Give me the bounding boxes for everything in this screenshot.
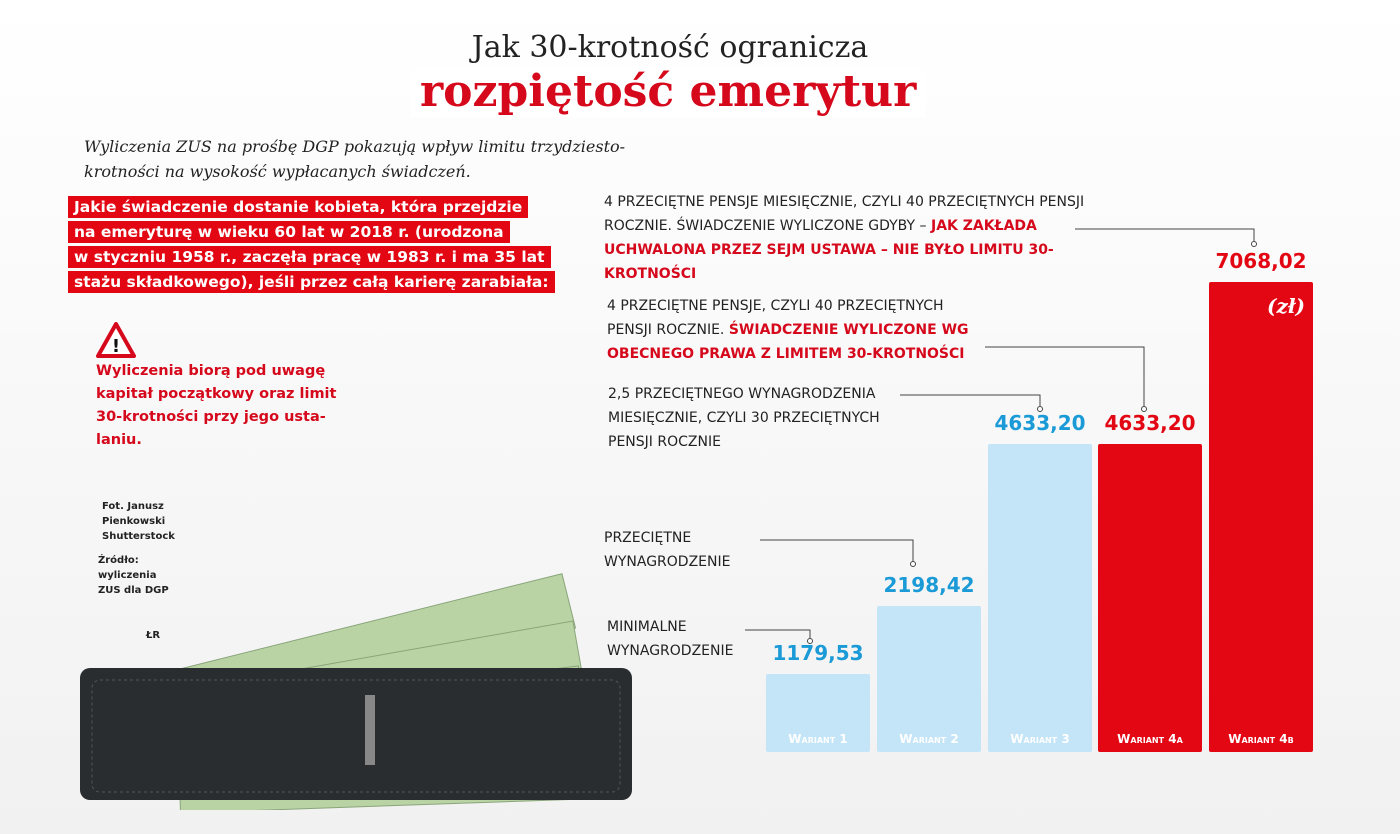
note-text: Wyliczenia biorą pod uwagę kapitał początkowy oraz limit 30-krotności przy jego usta-laniu. <box>96 363 337 448</box>
unit-label: (zł) <box>1267 294 1305 318</box>
credit-line: ZUS dla DGP <box>98 585 169 596</box>
bar-2 <box>877 606 981 752</box>
value-label: 2198,42 <box>883 572 975 597</box>
annotation-text: 2,5 PRZECIĘTNEGO WYNAGRODZENIA MIESIĘCZNIE, CZYLI 30 PRZECIĘTNYCH PENSJI ROCZNIE <box>608 386 880 450</box>
author-initials: ŁR <box>146 630 161 641</box>
annotation-text: MINIMALNE WYNAGRODZENIE <box>607 619 734 659</box>
annotation-highlight: ŚWIADCZENIE WYLICZONE WG OBECNEGO PRAWA Z LIMITEM 30-KROTNOŚCI <box>607 322 969 362</box>
value-label: 7068,02 <box>1215 249 1307 273</box>
annotation-highlight: JAK ZAKŁADA UCHWALONA PRZEZ SEJM USTAWA – NIE BYŁO LIMITU 30-KROTNOŚCI <box>604 218 1054 282</box>
bar-3 <box>988 444 1092 752</box>
question-line: na emeryturę w wieku 60 lat w 2018 r. (urodzona <box>68 221 510 243</box>
value-label: 1179,53 <box>772 640 864 665</box>
category-label: Wariant 1 <box>788 731 848 746</box>
subtitle: Wyliczenia ZUS na prośbę DGP pokazują wpływ limitu trzydziesto-krotności na wysokość wypłacanych świadczeń. <box>84 137 626 181</box>
bar-4 <box>1098 444 1202 752</box>
credit-line: Shutterstock <box>102 531 175 542</box>
annotation-text: 4 PRZECIĘTNE PENSJE, CZYLI 40 PRZECIĘTNYCH PENSJI ROCZNIE. <box>607 298 944 338</box>
annotation-text: PRZECIĘTNE WYNAGRODZENIE <box>604 530 731 570</box>
title-line-1: Jak 30-krotność ogranicza <box>471 30 869 65</box>
category-label: Wariant 2 <box>899 731 959 746</box>
question-line: stażu składkowego), jeśli przez całą karierę zarabiała: <box>68 271 555 293</box>
question-line: w styczniu 1958 r., zaczęła pracę w 1983 r. i ma 35 lat <box>68 246 551 268</box>
value-label: 4633,20 <box>1104 410 1196 435</box>
credit-line: Fot. Janusz <box>102 501 164 512</box>
value-label: 4633,20 <box>994 410 1086 435</box>
credit-line: Źródło: <box>98 555 139 566</box>
bar-1 <box>766 674 870 752</box>
category-label: Wariant 3 <box>1010 731 1070 746</box>
title-line-2: rozpiętość emerytur <box>410 66 926 117</box>
svg-text:!: ! <box>111 336 121 357</box>
bar-5 <box>1209 282 1313 752</box>
credit-line: wyliczenia <box>98 570 157 581</box>
annotation-text: 4 PRZECIĘTNE PENSJE MIESIĘCZNIE, CZYLI 40 PRZECIĘTNYCH PENSJI ROCZNIE. ŚWIADCZENIE WYLICZONE GDYBY – <box>604 194 1085 234</box>
question-line: Jakie świadczenie dostanie kobieta, która przejdzie <box>68 196 528 218</box>
credit-line: Pienkowski <box>102 516 166 527</box>
category-label: Wariant 4b <box>1228 732 1294 746</box>
category-label: Wariant 4a <box>1117 731 1183 746</box>
